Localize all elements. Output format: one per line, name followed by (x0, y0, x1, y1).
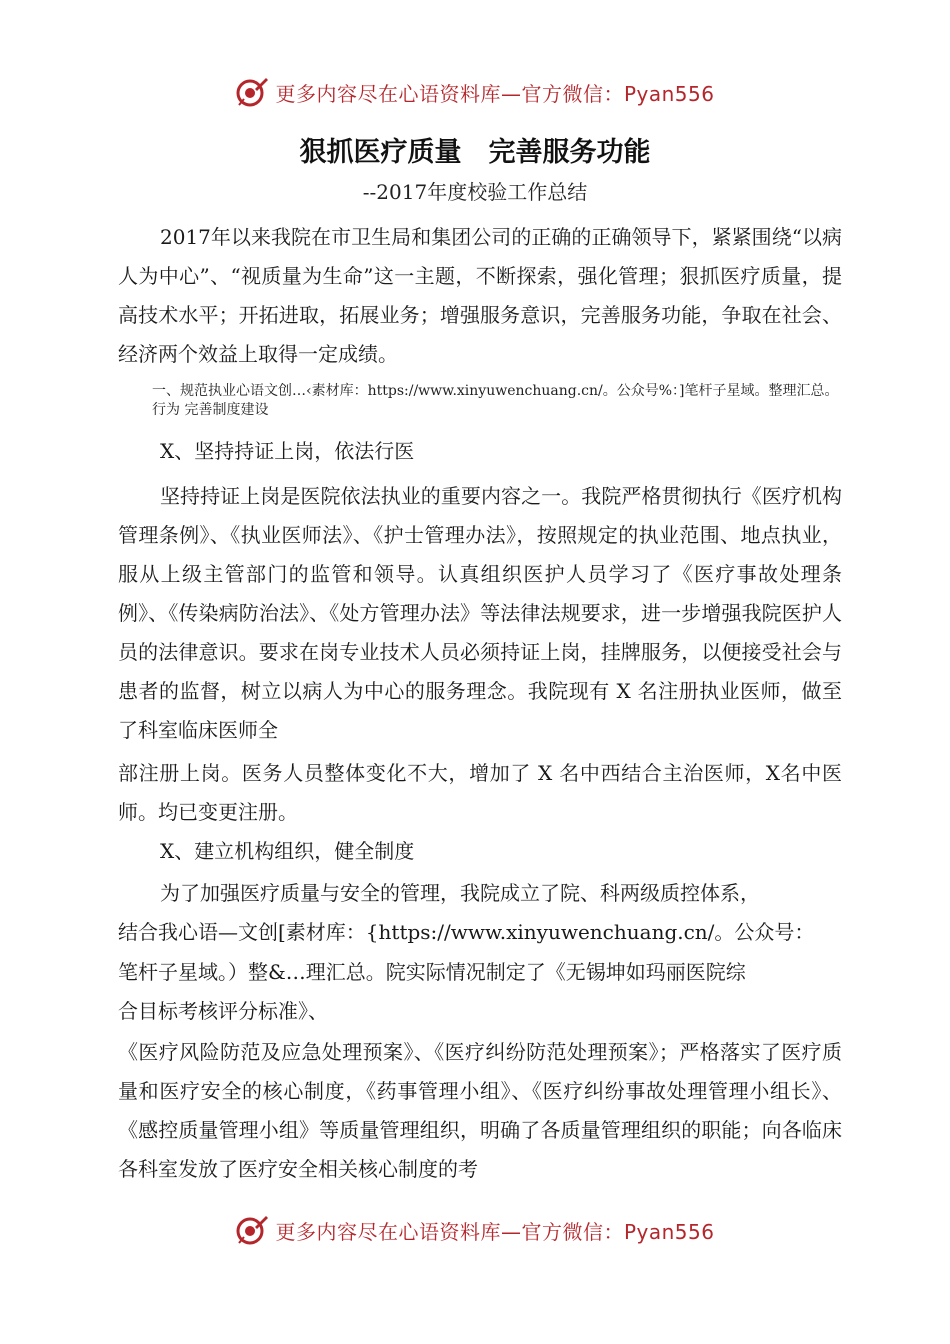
footer-banner (0, 1208, 950, 1252)
section2-heading: X、建立机构组织，健全制度 (160, 839, 415, 863)
pen-logo-icon (235, 1213, 269, 1247)
section1-heading: X、坚持持证上岗，依法行医 (160, 439, 415, 463)
section2-paragraph: 《医疗风险防范及应急处理预案》、《医疗纠纷防范处理预案》；严格落实了医疗质量和医疗安全的核心制度，《药事管理小组》、《医疗纠纷事故处理管理小组长》、《感控质量管理小组》等质量管理组织，明确了各质量管理组织的职能；向各临床各科室发放了医疗安全相关核心制度的考 (118, 1040, 842, 1181)
section2-line: 结合我心语—文创[素材库：{https://www.xinyuwenchuang.cn/。公众号： (118, 920, 815, 944)
section2-line: 笔杆子星域。）整&…理汇总。院实际情况制定了《无锡坤如玛丽医院综 (118, 960, 746, 984)
document-title: 狠抓医疗质量 完善服务功能 (299, 137, 651, 168)
document-subtitle: --2017年度校验工作总结 (362, 180, 588, 204)
header-banner (0, 70, 950, 114)
section1-paragraph-continued: 部注册上岗。医务人员整体变化不大，增加了 X 名中西结合主治医师，X名中医师。均已变更注册。 (118, 761, 842, 824)
banner-text: 更多内容尽在心语资料库—官方微信：Pyan556 (275, 81, 715, 106)
section1-paragraph: 坚持持证上岗是医院依法执业的重要内容之一。我院严格贯彻执行《医疗机构管理条例》、《执业医师法》、《护士管理办法》，按照规定的执业范围、地点执业，服从上级主管部门的监管和领导。认真组织医护人员学习了《医疗事故处理条例》、《传染病防治法》、《处方管理办法》等法律法规要求，进一步增强我院医护人员的法律意识。要求在岗专业技术人员必须持证上岗，挂牌服务，以便接受社会与患者的监督，树立以病人为中心的服务理念。我院现有 X 名注册执业医师，做至了科室临床医师全 (118, 484, 842, 742)
intro-paragraph: 2017年以来我院在市卫生局和集团公司的正确的正确领导下，紧紧围绕“以病人为中心”、“视质量为生命”这一主题，不断探索，强化管理；狠抓医疗质量，提高技术水平；开拓进取，拓展业务；增强服务意识，完善服务功能，争取在社会、经济两个效益上取得一定成绩。 (118, 225, 842, 366)
banner-content (235, 75, 714, 109)
pen-logo-icon (235, 75, 269, 109)
watermark-note: 一、规范执业心语文创…‹素材库：https://www.xinyuwenchuang.cn/。公众号%：]笔杆子星域。整理汇总。行为 完善制度建设 (152, 383, 839, 418)
banner-content (235, 1213, 714, 1247)
section2-line: 为了加强医疗质量与安全的管理，我院成立了院、科两级质控体系， (160, 881, 760, 905)
section2-line: 合目标考核评分标准》、 (118, 999, 328, 1023)
banner-text: 更多内容尽在心语资料库—官方微信：Pyan556 (275, 1219, 715, 1244)
